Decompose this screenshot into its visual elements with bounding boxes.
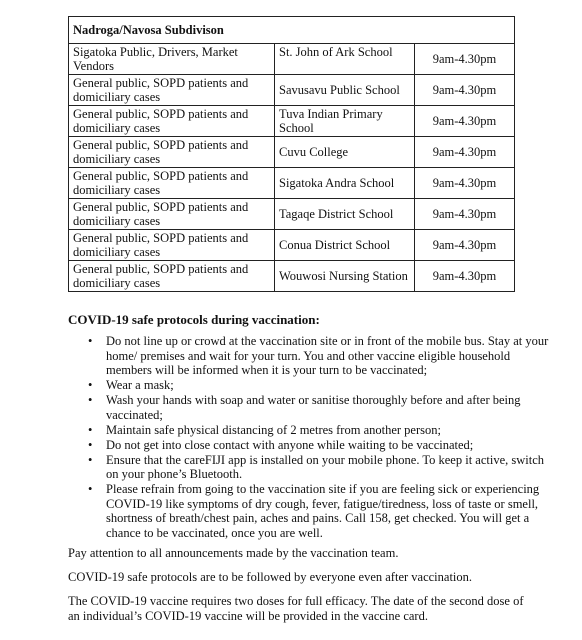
time-cell: 9am-4.30pm [415,106,515,137]
location-cell: Savusavu Public School [275,75,415,106]
list-item: • Please refrain from going to the vaccination site if you are feeling sick or experiencing COVID-19 like symptoms of dry cough, fever, fatigue/tiredness, loss of taste or smell, shortness of breath/chest pain, aches and pains. Call 158, get checked. You will get a chance to be vaccinated, once you are well. [106,482,558,540]
table-header-row [69,17,515,44]
two-doses-paragraph: The COVID-19 vaccine requires two doses for full efficacy. The date of the second dose of an individual’s COVID-19 vaccine will be provided in the vaccine card. [68,594,524,623]
target-group-cell: General public, SOPD patients and domiciliary cases [69,230,275,261]
protocols-list [68,334,558,541]
table-row [69,230,515,261]
target-group-cell: General public, SOPD patients and domiciliary cases [69,168,275,199]
table-row [69,168,515,199]
list-item: • Do not line up or crowd at the vaccination site or in front of the mobile bus. Stay at your home/ premises and wait for your turn. You and other vaccine eligible household members will be informed when it is your turn to be vaccinated; [106,334,558,378]
protocols-heading: COVID-19 safe protocols during vaccination: [68,312,320,327]
list-item: • Wash your hands with soap and water or sanitise thoroughly before and after being vaccinated; [106,393,558,422]
target-group-cell: Sigatoka Public, Drivers, Market Vendors [69,44,275,75]
time-cell: 9am-4.30pm [415,44,515,75]
location-cell: Conua District School [275,230,415,261]
location-cell: Tagaqe District School [275,199,415,230]
target-group-cell: General public, SOPD patients and domiciliary cases [69,137,275,168]
time-cell: 9am-4.30pm [415,199,515,230]
table-row [69,261,515,292]
table-row [69,75,515,106]
location-cell: Wouwosi Nursing Station [275,261,415,292]
after-vaccination-paragraph: COVID-19 safe protocols are to be followed by everyone even after vaccination. [68,570,473,584]
location-cell: Sigatoka Andra School [275,168,415,199]
vaccination-schedule-table [68,16,515,292]
table-row [69,137,515,168]
time-cell: 9am-4.30pm [415,75,515,106]
table-row [69,106,515,137]
location-cell: St. John of Ark School [275,44,415,75]
table-row [69,44,515,75]
table-row [69,199,515,230]
target-group-cell: General public, SOPD patients and domiciliary cases [69,261,275,292]
target-group-cell: General public, SOPD patients and domiciliary cases [69,106,275,137]
announcements-paragraph: Pay attention to all announcements made by the vaccination team. [68,546,399,560]
target-group-cell: General public, SOPD patients and domiciliary cases [69,199,275,230]
time-cell: 9am-4.30pm [415,168,515,199]
location-cell: Cuvu College [275,137,415,168]
time-cell: 9am-4.30pm [415,261,515,292]
list-item: • Ensure that the careFIJI app is installed on your mobile phone. To keep it active, switch on your phone’s Bluetooth. [106,453,558,482]
list-item: • Wear a mask; [106,378,558,393]
subdivision-header: Nadroga/Navosa Subdivison [69,17,515,44]
location-cell: Tuva Indian Primary School [275,106,415,137]
time-cell: 9am-4.30pm [415,230,515,261]
target-group-cell: General public, SOPD patients and domiciliary cases [69,75,275,106]
list-item: • Maintain safe physical distancing of 2 metres from another person; [106,423,558,438]
list-item: • Do not get into close contact with anyone while waiting to be vaccinated; [106,438,558,453]
time-cell: 9am-4.30pm [415,137,515,168]
